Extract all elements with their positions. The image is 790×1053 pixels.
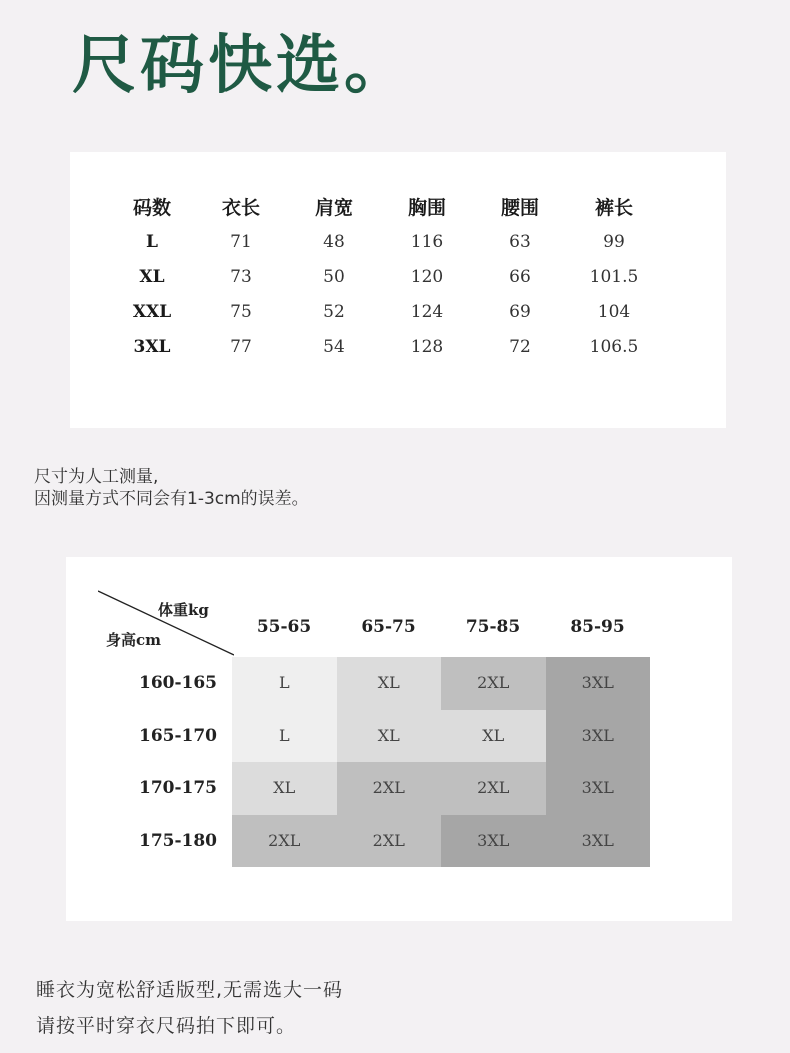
- fit-note-line: 睡衣为宽松舒适版型,无需选大一码: [36, 979, 344, 1001]
- page-title: 尺码快选。: [72, 29, 412, 103]
- table-cell: XL: [139, 266, 165, 287]
- height-range-header: 160-165: [138, 673, 218, 693]
- table-cell: 75: [230, 301, 252, 322]
- table-cell: XXL: [132, 301, 172, 322]
- size-table: [118, 188, 670, 364]
- size-cell: 3XL: [546, 710, 651, 763]
- table-cell: 101.5: [589, 266, 639, 287]
- table-cell: 54: [323, 336, 345, 357]
- table-row: [118, 329, 670, 364]
- table-row: [118, 259, 670, 294]
- size-table-card: [70, 152, 726, 428]
- fit-note: [36, 972, 343, 1044]
- table-cell: 66: [509, 266, 531, 287]
- measurement-note-line: 尺寸为人工测量,: [34, 467, 159, 487]
- height-axis-label: 身高cm: [106, 631, 162, 649]
- size-cell: 3XL: [546, 762, 651, 815]
- table-row: [118, 224, 670, 259]
- weight-range-header: 85-95: [570, 617, 625, 637]
- weight-axis-label: 体重kg: [158, 601, 209, 619]
- weight-range-header: 65-75: [361, 617, 416, 637]
- size-cell: 2XL: [337, 762, 442, 815]
- header-shoulder: 肩宽: [314, 196, 353, 219]
- size-cell: XL: [232, 762, 337, 815]
- table-cell: 99: [603, 231, 625, 252]
- weight-range-header: 55-65: [256, 617, 312, 637]
- height-range-header: 165-170: [138, 725, 218, 746]
- fit-note-line: 请按平时穿衣尺码拍下即可。: [36, 1015, 297, 1037]
- table-cell: 124: [410, 301, 444, 322]
- size-cell: 3XL: [546, 657, 651, 710]
- table-cell: 77: [230, 336, 252, 357]
- table-cell: 106.5: [589, 336, 639, 357]
- table-cell: 116: [410, 231, 444, 252]
- height-range-header: 170-175: [138, 778, 218, 798]
- weight-range-header: 75-85: [465, 617, 521, 637]
- header-chest: 胸围: [407, 196, 446, 219]
- size-cell: L: [232, 657, 337, 710]
- size-cell: 2XL: [441, 657, 546, 710]
- table-cell: 69: [509, 301, 531, 322]
- size-cell: 2XL: [337, 815, 442, 868]
- table-cell: 120: [410, 266, 444, 287]
- size-cell: 2XL: [232, 815, 337, 868]
- table-cell: L: [146, 231, 158, 252]
- size-cell: 2XL: [441, 762, 546, 815]
- size-cell: 3XL: [441, 815, 546, 868]
- table-cell: 73: [230, 266, 252, 287]
- size-recommendation-card: [66, 557, 732, 921]
- size-cell: L: [232, 710, 337, 763]
- measurement-note: [34, 466, 309, 510]
- table-cell: 48: [323, 231, 345, 252]
- table-row: [118, 294, 670, 329]
- table-cell: 104: [597, 301, 631, 322]
- table-cell: 128: [410, 336, 444, 357]
- table-cell: 72: [509, 336, 531, 357]
- header-pants-length: 裤长: [594, 196, 633, 219]
- header-length: 衣长: [221, 196, 260, 219]
- size-cell: XL: [337, 710, 442, 763]
- table-cell: 3XL: [133, 336, 171, 357]
- size-table-header-row: [118, 188, 670, 224]
- header-waist: 腰围: [500, 196, 539, 219]
- table-cell: 50: [323, 266, 345, 287]
- header-size: 码数: [132, 196, 171, 219]
- size-cell: XL: [441, 710, 546, 763]
- table-cell: 71: [230, 231, 252, 252]
- size-cell: XL: [337, 657, 442, 710]
- size-cell: 3XL: [546, 815, 651, 868]
- height-range-header: 175-180: [138, 830, 218, 851]
- table-cell: 63: [509, 231, 531, 252]
- table-cell: 52: [323, 301, 345, 322]
- measurement-note-line: 因测量方式不同会有1-3cm的误差。: [34, 489, 309, 509]
